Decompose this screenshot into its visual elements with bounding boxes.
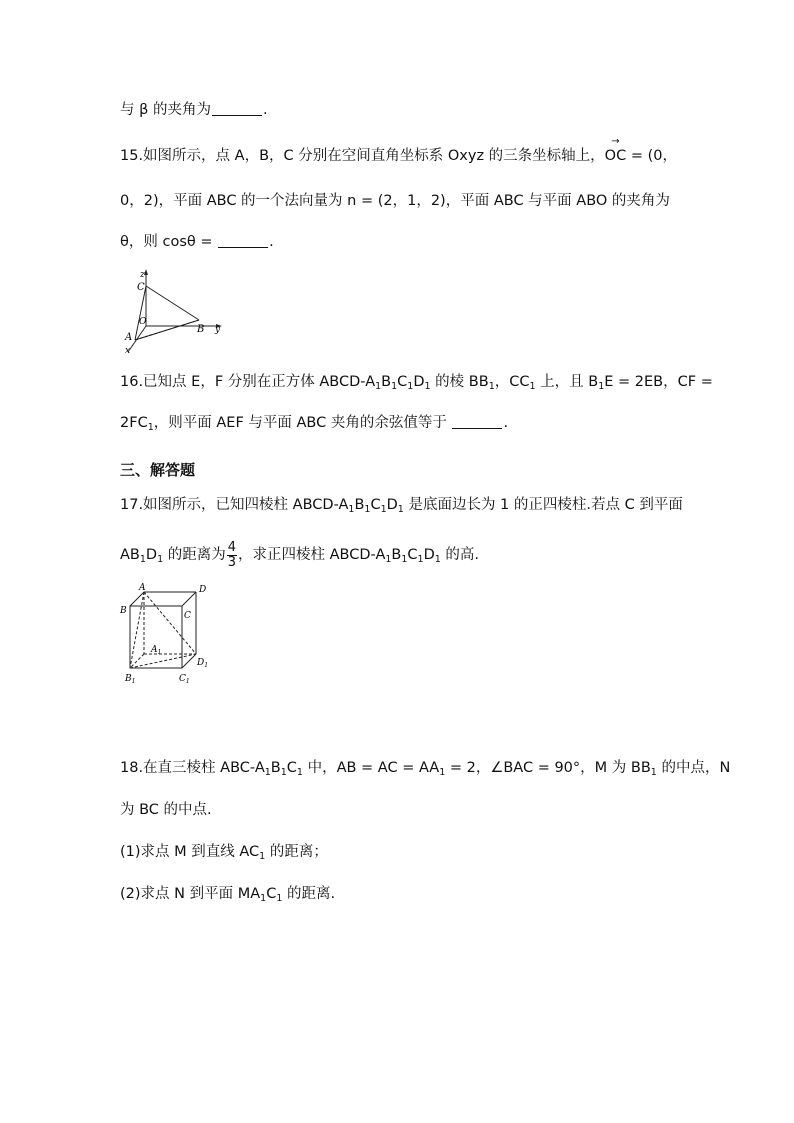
q14-period: . [262, 102, 268, 118]
answer-blank [212, 101, 262, 116]
q16-line-2: $2FC_1$，则平面 AEF 与平面 ABC 夹角的余弦值等于 . [120, 415, 509, 433]
q17-line-2: $AB_1D_1$ 的距离为 $\frac{4}{3}$ ，求正四棱柱 ABCD-$A_1B_1C_1D_1$ 的高. [120, 539, 480, 570]
q15-text: θ，则 cosθ = [120, 234, 218, 250]
fraction-four-thirds: $\frac{4}{3}$ [227, 539, 237, 570]
label-c: C [137, 282, 145, 293]
edge-dc [182, 592, 196, 606]
label-d: D [199, 585, 207, 595]
q18-line-1: 18.在直三棱柱 ABC-$A_1B_1C_1$ 中，AB = AC = $AA_1 = 2$，∠BAC = 90°，M 为 $BB_1$ 的中点，N [120, 760, 731, 778]
label-a: A [125, 332, 133, 343]
q15-line-2: 0，2)，平面 ABC 的一个法向量为 n = (2，1，2)，平面 ABC 与平面 ABO 的夹角为 [120, 193, 670, 209]
q18-part-1: (1)求点 M 到直线 $AC_1$ 的距离； [120, 844, 328, 862]
label-b1: $B_1$ [125, 674, 136, 685]
edge-cb [146, 286, 199, 320]
label-o: O [139, 317, 147, 327]
vector-arrow-icon: → [611, 136, 620, 147]
figure-15-coordinate-diagram [115, 266, 225, 358]
label-x: x [125, 346, 131, 356]
label-c1: $C_1$ [179, 674, 190, 685]
q15-text: 15.如图所示，点 A，B，C 分别在空间直角坐标系 Oxyz 的三条坐标轴上， [120, 148, 605, 164]
q15-text: = (0， [626, 148, 677, 164]
vector-oc: → OC [604, 136, 627, 164]
label-a: A [139, 583, 146, 593]
q18-line-2: 为 BC 的中点. [120, 802, 212, 818]
q18-part-2: (2)求点 N 到平面 $MA_1C_1$ 的距离. [120, 886, 336, 904]
q15-line-1 [120, 136, 677, 166]
section-heading: 三、解答题 [120, 461, 196, 479]
figure-17-prism-diagram [115, 582, 225, 690]
label-y: y [215, 325, 221, 335]
label-a1: $A_1$ [151, 645, 162, 656]
q15-line-3 [120, 232, 274, 252]
label-c: C [184, 611, 191, 621]
q16-line-1: 16.已知点 E，F 分别在正方体 ABCD-$A_1B_1C_1D_1$ 的棱 $BB_1$，$CC_1$ 上，且 $B_1E = 2EB$，CF = [120, 374, 713, 392]
q14-text: 与 β 的夹角为 [120, 102, 211, 118]
label-b: B [197, 324, 205, 335]
answer-blank [218, 233, 268, 248]
label-b: B [120, 606, 127, 616]
q14-tail-line [120, 100, 268, 120]
edge-ca [135, 286, 146, 340]
label-z: z [140, 270, 145, 280]
answer-blank [452, 414, 502, 429]
q17-line-1: 17.如图所示，已知四棱柱 ABCD-$A_1B_1C_1D_1$ 是底面边长为 1 的正四棱柱.若点 C 到平面 [120, 497, 683, 515]
edge-b1d1 [130, 654, 196, 668]
q15-period: . [269, 234, 274, 250]
label-d1: $D_1$ [197, 658, 209, 669]
